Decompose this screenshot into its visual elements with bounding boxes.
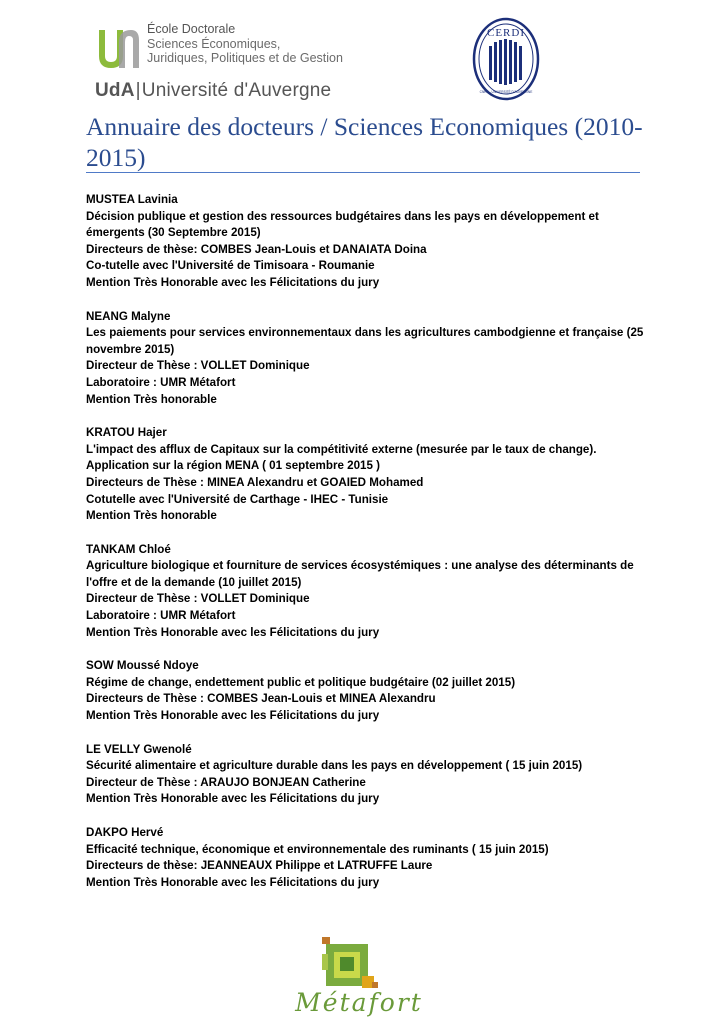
thesis-mention: Mention Très Honorable avec les Félicitations du jury bbox=[86, 792, 380, 806]
thesis-mention: Mention Très Honorable avec les Félicitations du jury bbox=[86, 709, 380, 723]
thesis-title: L'impact des afflux de Capitaux sur la compétitivité externe (mesurée par le taux de change). Application sur la région MENA ( 01 septembre 2015 ) bbox=[86, 442, 597, 473]
thesis-title: Les paiements pour services environnementaux dans les agricultures cambodgienne et française (25 novembre 2015) bbox=[86, 326, 644, 356]
list-item bbox=[86, 309, 646, 409]
title-rule bbox=[86, 172, 640, 173]
uda-line-2: Sciences Économiques, bbox=[147, 36, 281, 51]
thesis-extra: Cotutelle avec l'Université de Carthage - IHEC - Tunisie bbox=[86, 492, 389, 506]
thesis-mention: Mention Très Honorable avec les Félicitations du jury bbox=[86, 625, 380, 639]
list-item bbox=[86, 742, 646, 808]
doctor-name: MUSTEA Lavinia bbox=[86, 193, 178, 206]
cerdi-name: CERDI bbox=[487, 27, 525, 39]
doctor-name: LE VELLY Gwenolé bbox=[86, 742, 192, 756]
thesis-mention: Mention Très Honorable avec les Félicitations du jury bbox=[86, 275, 380, 289]
thesis-mention: Mention Très Honorable avec les Félicitations du jury bbox=[86, 875, 380, 889]
doctor-list bbox=[86, 192, 646, 908]
thesis-extra: Laboratoire : UMR Métafort bbox=[86, 375, 236, 389]
thesis-directors: Directeurs de thèse: COMBES Jean-Louis et DANAIATA Doina bbox=[86, 242, 427, 256]
doctoral-school-text bbox=[147, 22, 343, 66]
doctor-name: DAKPO Hervé bbox=[86, 826, 164, 839]
page-title: Annuaire des docteurs / Sciences Economiques (2010-2015) bbox=[86, 112, 643, 172]
thesis-directors: Directeurs de Thèse : COMBES Jean-Louis et MINEA Alexandru bbox=[86, 692, 436, 706]
uda-mark-icon bbox=[95, 26, 141, 72]
doctor-name: NEANG Malyne bbox=[86, 309, 171, 323]
thesis-directors: Directeurs de Thèse : MINEA Alexandru et GOAIED Mohamed bbox=[86, 475, 424, 489]
metafort-squares-icon bbox=[282, 930, 432, 992]
list-item bbox=[86, 825, 646, 891]
thesis-mention: Mention Très honorable bbox=[86, 509, 217, 523]
uda-logo bbox=[95, 18, 365, 102]
uda-separator: | bbox=[135, 80, 141, 101]
doctor-name: KRATOU Hajer bbox=[86, 426, 167, 440]
thesis-extra: Laboratoire : UMR Métafort bbox=[86, 609, 236, 623]
metafort-logo bbox=[282, 930, 432, 1024]
uda-line-1: École Doctorale bbox=[147, 22, 236, 36]
university-name bbox=[95, 80, 331, 102]
uda-university: Université d'Auvergne bbox=[141, 80, 332, 101]
thesis-directors: Directeurs de thèse: JEANNEAUX Philippe et LATRUFFE Laure bbox=[86, 859, 433, 873]
thesis-directors: Directeur de Thèse : VOLLET Dominique bbox=[86, 359, 310, 373]
thesis-title: Régime de change, endettement public et politique budgétaire (02 juillet 2015) bbox=[86, 675, 516, 689]
uda-line-3: Juridiques, Politiques et de Gestion bbox=[147, 51, 343, 65]
thesis-directors: Directeur de Thèse : ARAUJO BONJEAN Catherine bbox=[86, 775, 366, 789]
thesis-extra: Co-tutelle avec l'Université de Timisoara - Roumanie bbox=[86, 259, 375, 273]
uda-abbreviation: UdA bbox=[95, 80, 135, 101]
cerdi-logo bbox=[471, 16, 541, 102]
doctor-name: SOW Moussé Ndoye bbox=[86, 659, 199, 673]
thesis-title: Sécurité alimentaire et agriculture durable dans les pays en développement ( 15 juin 2015) bbox=[86, 759, 583, 773]
thesis-directors: Directeur de Thèse : VOLLET Dominique bbox=[86, 592, 310, 606]
thesis-mention: Mention Très honorable bbox=[86, 392, 217, 406]
thesis-title: Agriculture biologique et fourniture de services écosystémiques : une analyse des déterminants de l'offre et de la demande (10 juillet 2015) bbox=[86, 559, 634, 589]
list-item bbox=[86, 542, 646, 642]
list-item bbox=[86, 425, 646, 525]
list-item bbox=[86, 192, 646, 292]
metafort-wordmark: Métafort bbox=[295, 988, 423, 1017]
list-item bbox=[86, 658, 646, 724]
cerdi-subtext: CNRS - UNIVERSITÉ D'AUVERGNE bbox=[479, 90, 533, 94]
doctor-name: TANKAM Chloé bbox=[86, 542, 171, 556]
thesis-title: Efficacité technique, économique et environnementale des ruminants ( 15 juin 2015) bbox=[86, 842, 549, 856]
thesis-title: Décision publique et gestion des ressources budgétaires dans les pays en développement et émergents (30 Septembre 2015) bbox=[86, 209, 599, 240]
